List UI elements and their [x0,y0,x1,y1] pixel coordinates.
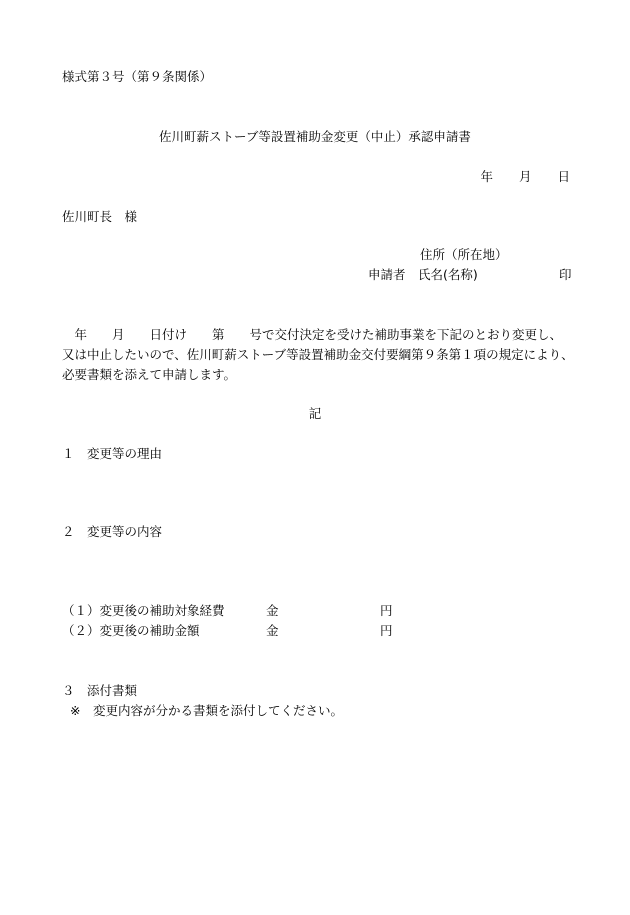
form-number: 様式第３号（第９条関係） [62,69,213,84]
name-label: 氏名(名称) [418,267,478,282]
document-title: 佐川町薪ストーブ等設置補助金変更（中止）承認申請書 [159,129,471,144]
date-year: 年 [480,169,494,184]
date-line [481,167,570,185]
applicant-label: 申請者 [368,267,406,282]
amount-label-1: （１）変更後の補助対象経費 [62,603,225,618]
amount-suffix-1: 円 [380,603,393,618]
ki-heading: 記 [308,406,322,421]
seal-mark: 印 [559,267,572,282]
amount-label-2: （２）変更後の補助金額 [62,623,200,638]
amount-prefix-1: 金 [266,603,279,618]
amount-suffix-2: 円 [380,623,393,638]
section-attachments: ３ 添付書類 [62,683,138,698]
section-reason: １ 変更等の理由 [62,446,163,461]
section-content: ２ 変更等の内容 [62,524,163,539]
body-line-2: 又は中止したいので、佐川町薪ストーブ等設置補助金交付要綱第９条第１項の規定により、 [62,347,574,362]
body-line-1: 年 月 日付け 第 号で交付決定を受けた補助事業を下記のとおり変更し、 [62,327,563,342]
attachment-note: ※ 変更内容が分かる書類を添付してください。 [70,703,343,718]
body-line-3: 必要書類を添えて申請します。 [62,367,237,382]
date-month: 月 [519,169,532,184]
date-day: 日 [557,169,570,184]
address-label: 住所（所在地） [420,247,508,262]
amount-prefix-2: 金 [266,623,279,638]
addressee: 佐川町長 様 [62,209,138,224]
